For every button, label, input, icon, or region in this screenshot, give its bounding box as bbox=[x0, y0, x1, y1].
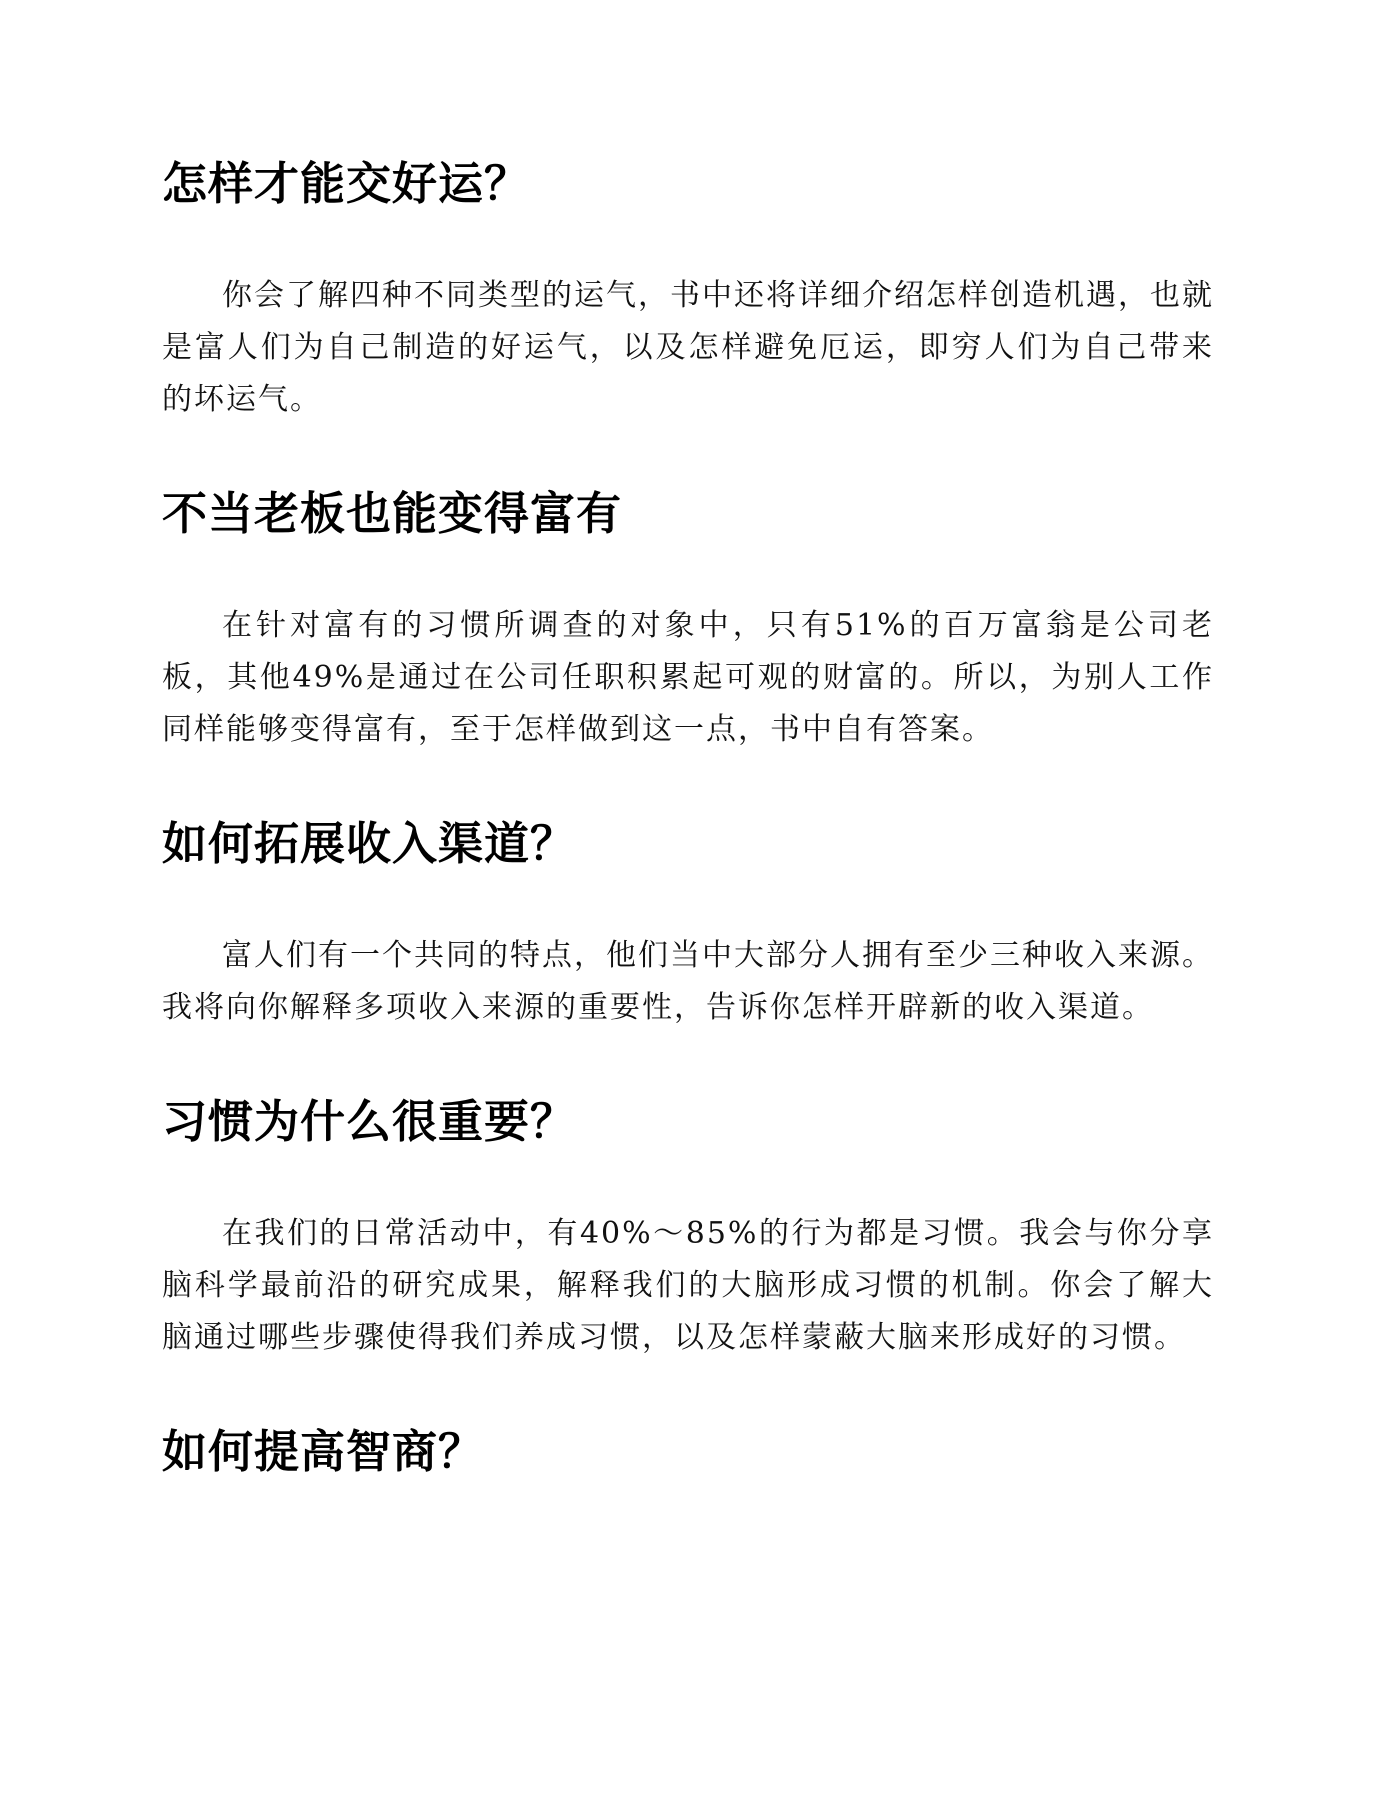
section-iq bbox=[162, 1422, 1214, 1482]
section-habits bbox=[162, 1092, 1214, 1364]
section-heading: 如何提高智商？ bbox=[162, 1425, 485, 1478]
section-heading: 如何拓展收入渠道？ bbox=[162, 817, 577, 870]
section-good-luck bbox=[162, 154, 1214, 426]
section-paragraph: 富人们有一个共同的特点，他们当中大部分人拥有至少三种收入来源。我将向你解释多项收入来源的重要性，告诉你怎样开辟新的收入渠道。 bbox=[162, 938, 1214, 1025]
section-paragraph: 你会了解四种不同类型的运气，书中还将详细介绍怎样创造机遇，也就是富人们为自己制造的好运气，以及怎样避免厄运，即穷人们为自己带来的坏运气。 bbox=[162, 278, 1214, 417]
section-heading: 怎样才能交好运？ bbox=[162, 157, 531, 210]
section-rich-without-boss bbox=[162, 484, 1214, 756]
section-paragraph: 在我们的日常活动中，有40%～85%的行为都是习惯。我会与你分享脑科学最前沿的研究成果，解释我们的大脑形成习惯的机制。你会了解大脑通过哪些步骤使得我们养成习惯，以及怎样蒙蔽大脑来形成好的习惯。 bbox=[162, 1216, 1214, 1355]
section-income-channels bbox=[162, 814, 1214, 1034]
page-content bbox=[162, 154, 1214, 1482]
section-heading: 习惯为什么很重要？ bbox=[162, 1095, 577, 1148]
section-paragraph: 在针对富有的习惯所调查的对象中，只有51%的百万富翁是公司老板，其他49%是通过在公司任职积累起可观的财富的。所以，为别人工作同样能够变得富有，至于怎样做到这一点，书中自有答案。 bbox=[162, 608, 1214, 747]
section-heading: 不当老板也能变得富有 bbox=[162, 487, 623, 540]
